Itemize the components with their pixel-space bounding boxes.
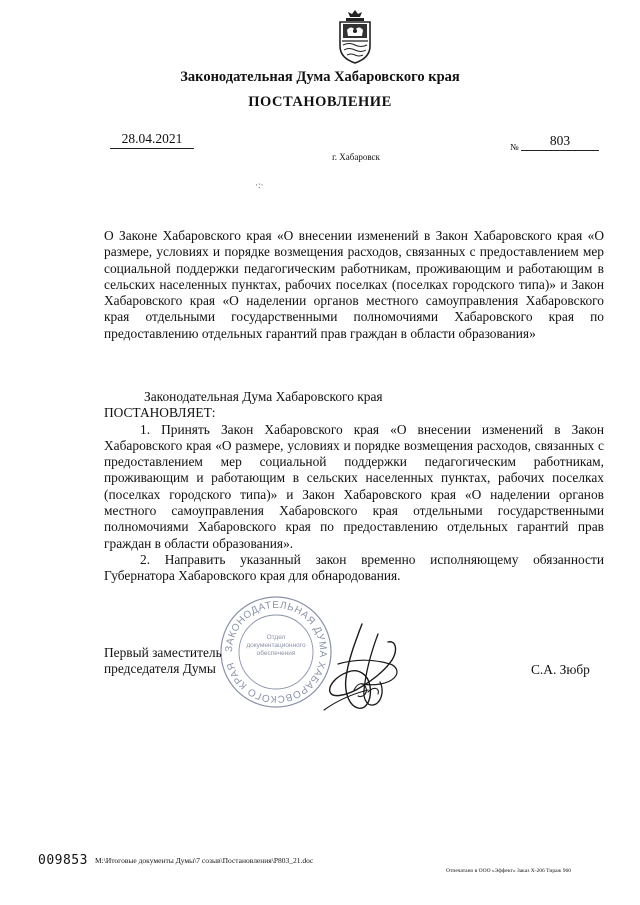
item-2: 2. Направить указанный закон временно исполняющему обязанности Губернатора Хабаровского края для обнародования. — [104, 551, 604, 584]
document-number: 803 — [521, 133, 599, 151]
stamp-inner-text: Отдел документационного обеспечения — [246, 634, 306, 657]
organization-title: Законодательная Дума Хабаровского края — [180, 69, 460, 85]
signatory-name: С.А. Зюбр — [531, 662, 590, 677]
resolution-title: О Законе Хабаровского края «О внесении изменений в Закон Хабаровского края «О размере, условиях и порядке возмещения расходов, связанных с предоставлением мер социальной поддержки педагогическим работникам, проживающим и работающим в сельских населенных пунктах, рабочих поселках (поселках городского типа)» и Закон Хабаровского края «О наделении органов местного самоуправления Хабаровского края отдельными государственными полномочиями Хабаровского края по предоставлению отдельных гарантий прав граждан в области образования» — [104, 228, 604, 341]
document-type: ПОСТАНОВЛЕНИЕ — [248, 94, 392, 110]
handwritten-signature — [318, 620, 408, 716]
print-note: Отпечатано в ООО «Эффект» Заказ Х-206 Тираж 960 — [446, 868, 571, 874]
resolves-heading: ПОСТАНОВЛЯЕТ: — [104, 405, 216, 421]
official-stamp — [218, 594, 334, 710]
city: г. Хабаровск — [332, 152, 380, 162]
number-sign: № — [510, 142, 519, 152]
coat-of-arms-emblem — [335, 8, 375, 64]
serial-number: 009853 — [38, 853, 88, 868]
preamble: Законодательная Дума Хабаровского края — [144, 389, 383, 404]
scan-artifact: ·:· — [255, 180, 264, 190]
item-1: 1. Принять Закон Хабаровского края «О внесении изменений в Закон Хабаровского края «О размере, условиях и порядке возмещения расходов, связанных с предоставлением мер социальной поддержки педагогическим работникам, проживающим и работающим в сельских населенных пунктах, рабочих поселках (поселках городского типа)» и Закон Хабаровского края «О наделении органов местного самоуправления Хабаровского края отдельными государственными полномочиями Хабаровского края по предоставлению отдельных гарантий прав граждан в области образования». — [104, 421, 604, 551]
stamp-ring-text: ЗАКОНОДАТЕЛЬНАЯ ДУМА ХАБАРОВСКОГО КРАЯ — [223, 599, 329, 705]
position-line-2: председателя Думы — [104, 661, 216, 677]
signatory-position — [104, 645, 222, 678]
document-date: 28.04.2021 — [110, 131, 194, 149]
file-path: M:\Итоговые документы Думы\7 созыв\Постановления\Р803_21.doc — [95, 856, 314, 865]
resolution-body — [104, 389, 604, 585]
position-line-1: Первый заместитель — [104, 645, 222, 660]
